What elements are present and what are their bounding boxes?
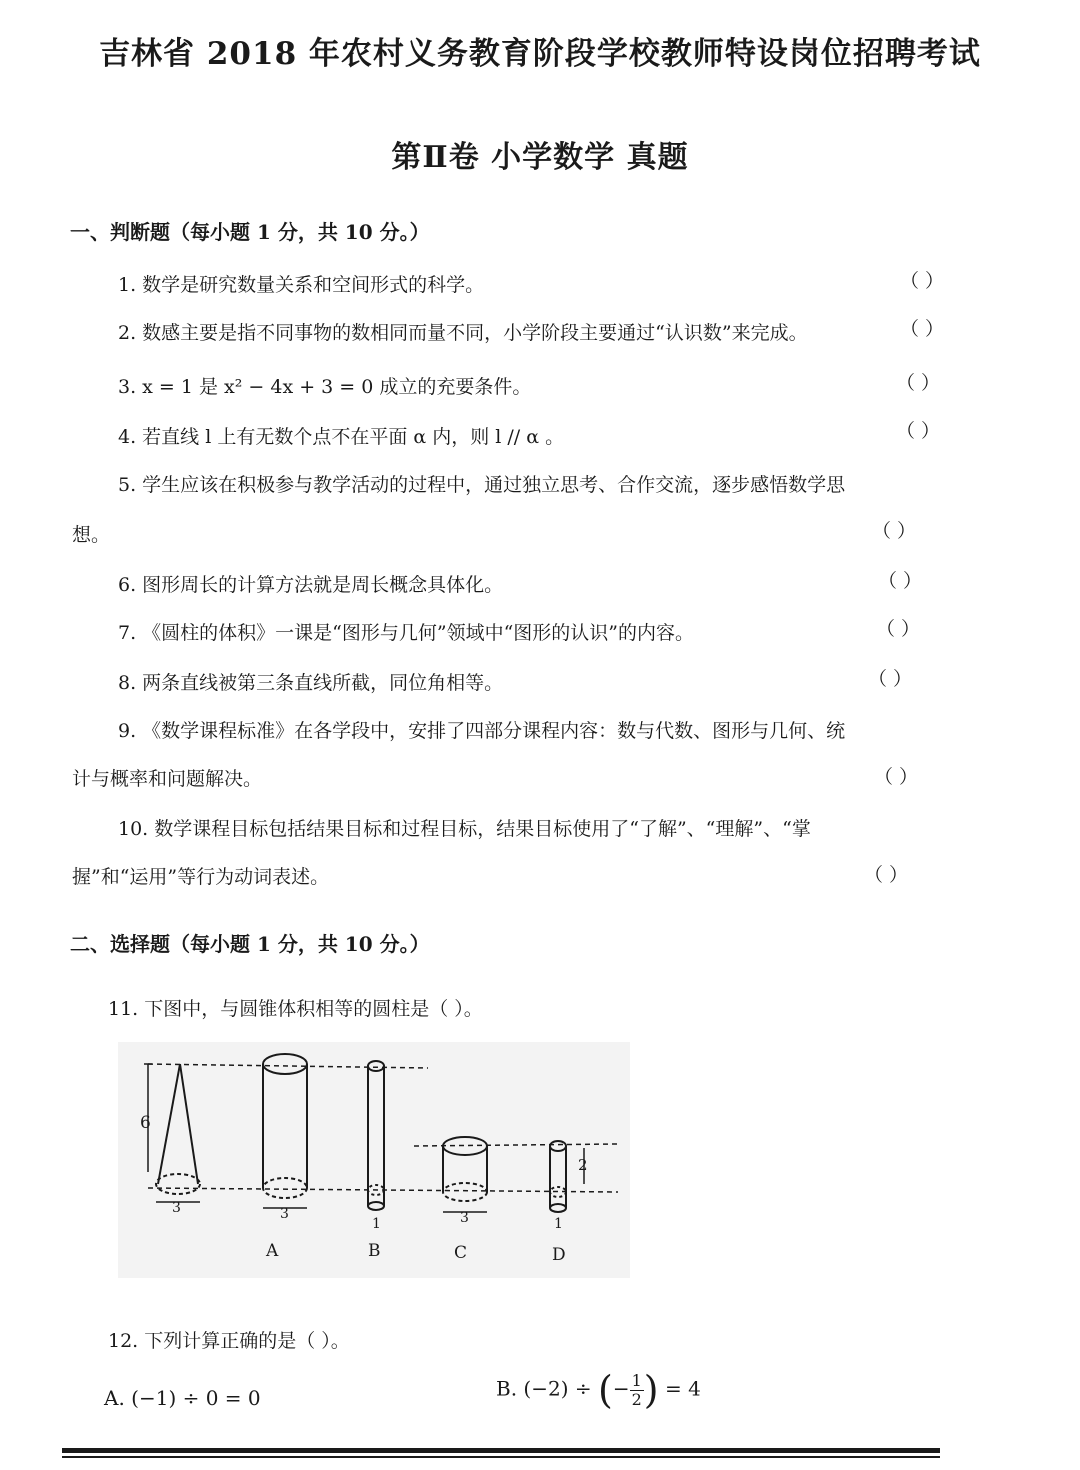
label-d: D [552, 1245, 566, 1265]
question-6: 6. 图形周长的计算方法就是周长概念具体化。 [118, 574, 504, 596]
c-base-label: 3 [460, 1210, 469, 1226]
a-base-label: 3 [280, 1206, 289, 1222]
label-c: C [454, 1243, 468, 1263]
top-guide-line [148, 1064, 428, 1068]
bottom-rule-thick [62, 1448, 940, 1453]
question-5: 5. 学生应该在积极参与教学活动的过程中，通过独立思考、合作交流，逐步感悟数学思 [118, 474, 846, 496]
question-7: 7. 《圆柱的体积》一课是“图形与几何”领域中“图形的认识”的内容。 [118, 622, 695, 644]
section-choice-heading: 二、选择题（每小题 1 分，共 10 分。） [70, 932, 430, 956]
section-true-false-heading: 一、判断题（每小题 1 分，共 10 分。） [70, 220, 430, 244]
cylinder-b [368, 1061, 384, 1210]
option-b-open-paren: ( [597, 1368, 613, 1412]
d-base-label: 1 [554, 1216, 563, 1232]
question-9: 9. 《数学课程标准》在各学段中，安排了四部分课程内容：数与代数、图形与几何、统 [118, 720, 846, 742]
answer-blank-4: （ ） [896, 420, 941, 442]
question-10-cont: 握”和“运用”等行为动词表述。 [72, 866, 330, 888]
cone [156, 1064, 200, 1202]
option-b-denominator: 2 [631, 1389, 642, 1409]
question-2: 2. 数感主要是指不同事物的数相同而量不同，小学阶段主要通过“认识数”来完成。 [118, 322, 808, 344]
cylinder-d [550, 1141, 584, 1212]
cone-height-label: 6 [140, 1113, 151, 1133]
question-1: 1. 数学是研究数量关系和空间形式的科学。 [118, 274, 485, 296]
answer-blank-2: （ ） [900, 318, 945, 340]
answer-blank-1: （ ） [900, 270, 945, 292]
question-4: 4. 若直线 l 上有无数个点不在平面 α 内，则 l // α 。 [118, 426, 565, 448]
b-base-label: 1 [372, 1216, 381, 1232]
cylinder-a [263, 1054, 307, 1208]
bottom-rule-thin [62, 1456, 940, 1458]
option-b-close-paren: ) [643, 1368, 659, 1412]
option-b-prefix: B. (−2) ÷ [496, 1376, 598, 1401]
question-8: 8. 两条直线被第三条直线所截，同位角相等。 [118, 672, 504, 694]
answer-blank-5: （ ） [872, 520, 917, 542]
solids-figure [118, 1042, 630, 1278]
option-b-neg: − [612, 1376, 630, 1401]
question-3: 3. x = 1 是 x² − 4x + 3 = 0 成立的充要条件。 [118, 376, 532, 398]
label-b: B [368, 1241, 381, 1261]
question-10: 10. 数学课程目标包括结果目标和过程目标，结果目标使用了“了解”、“理解”、“掌 [118, 818, 811, 840]
question-11: 11. 下图中，与圆锥体积相等的圆柱是（ ）。 [108, 998, 483, 1020]
question-5-cont: 想。 [72, 524, 111, 546]
paper-subtitle: 第Ⅱ卷 小学数学 真题 [391, 140, 689, 175]
d-height-label: 2 [578, 1156, 588, 1174]
exam-title: 吉林省 2018 年农村义务教育阶段学校教师特设岗位招聘考试 [99, 36, 981, 72]
option-b [496, 1368, 701, 1412]
answer-blank-10: （ ） [864, 864, 909, 886]
option-b-numerator: 1 [631, 1370, 642, 1390]
option-a: A. (−1) ÷ 0 = 0 [104, 1386, 261, 1410]
answer-blank-8: （ ） [868, 668, 913, 690]
cylinder-c [443, 1137, 487, 1212]
option-b-fraction [630, 1372, 644, 1409]
cone-base-label: 3 [172, 1200, 181, 1216]
answer-blank-6: （ ） [878, 570, 923, 592]
question-12: 12. 下列计算正确的是（ ）。 [108, 1330, 350, 1352]
mid-guide-line [414, 1144, 618, 1146]
label-a: A [266, 1241, 279, 1261]
answer-blank-9: （ ） [874, 766, 919, 788]
cone-cylinders-diagram [118, 1042, 630, 1278]
answer-blank-3: （ ） [896, 372, 941, 394]
question-9-cont: 计与概率和问题解决。 [72, 768, 263, 790]
answer-blank-7: （ ） [876, 618, 921, 640]
option-b-suffix: = 4 [658, 1376, 701, 1401]
